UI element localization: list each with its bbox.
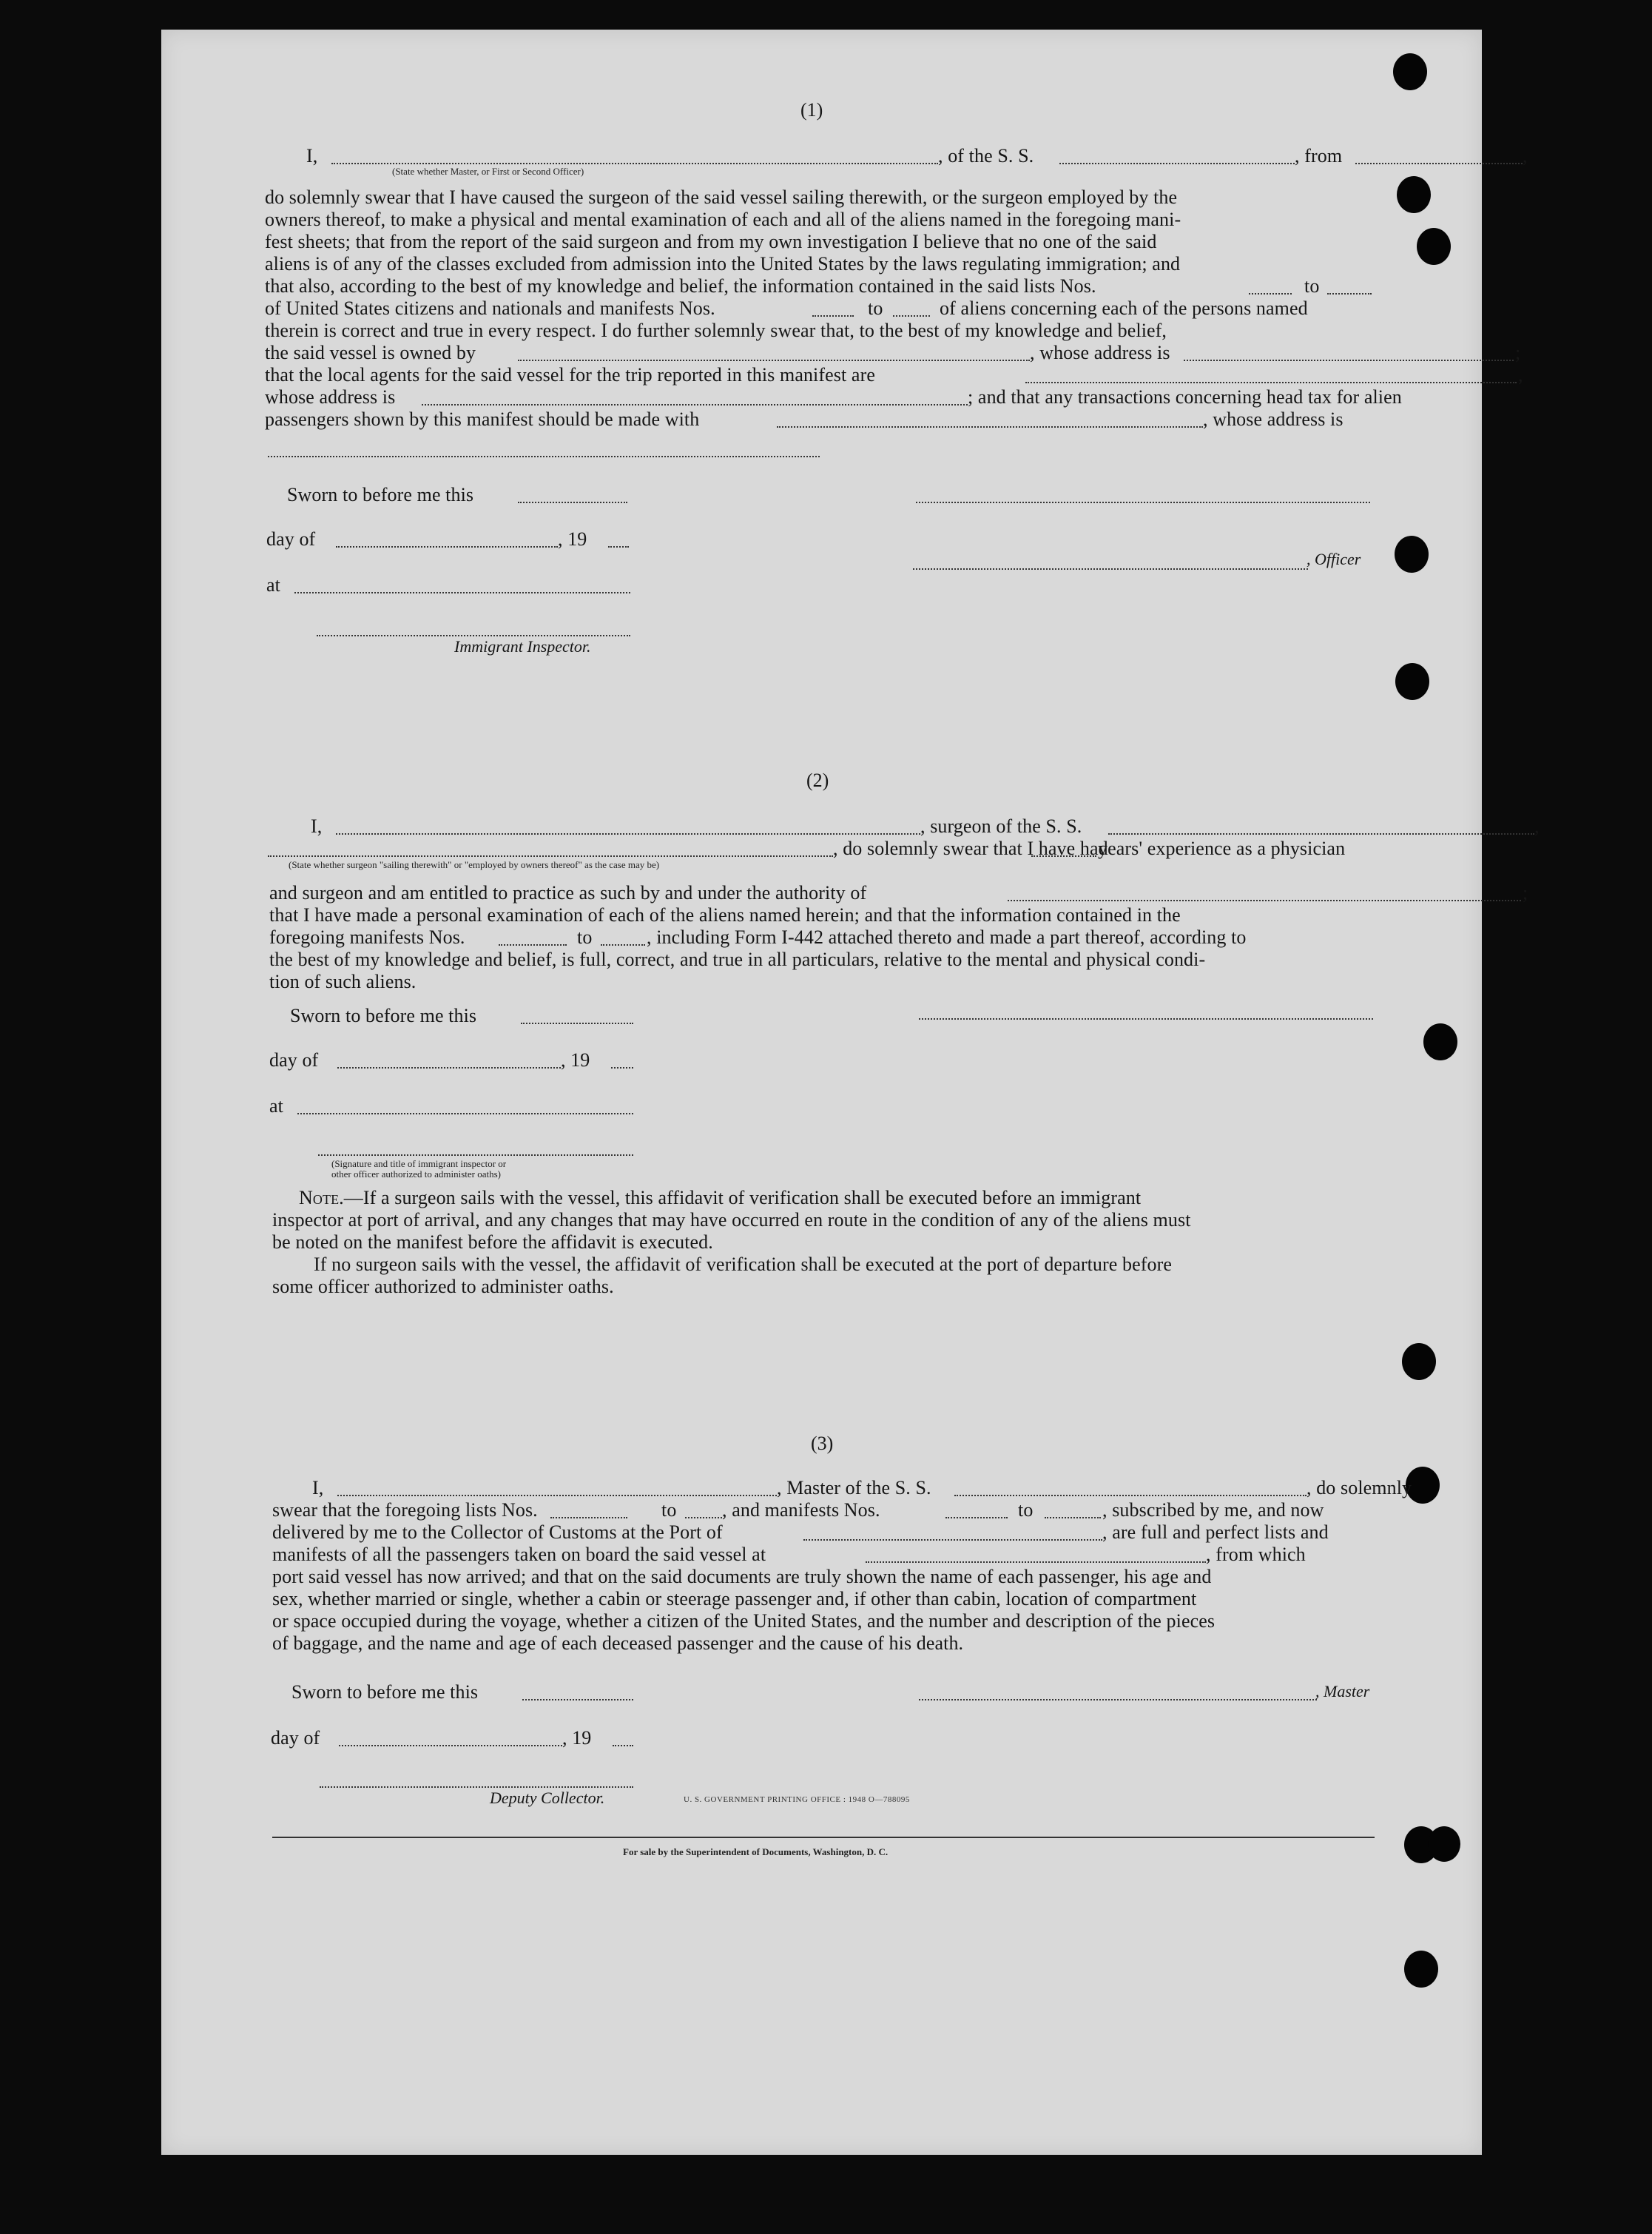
body-line: manifests of all the passengers taken on board the said vessel at [272,1544,766,1565]
at-label: at [269,1095,283,1117]
body-line: port said vessel has now arrived; and that on the said documents are truly shown the name of each passenger, his age and [272,1566,1212,1587]
list-no-field[interactable] [685,1517,722,1518]
sworn-date-field[interactable] [522,1699,633,1700]
to-label: to [1304,275,1320,297]
head-tax-party-field[interactable] [777,426,1203,428]
note-line [299,1187,1141,1209]
body-line: , whose address is [1030,342,1170,363]
year-field[interactable] [613,1745,633,1746]
body-line: , do solemnly [1307,1477,1412,1498]
body-line: fest sheets; that from the report of the said surgeon and from my own investigation I believe that no one of the said [265,231,1157,252]
section2-surgeon-of: , surgeon of the S. S. [920,815,1082,837]
embark-port-field[interactable] [866,1561,1206,1563]
signature-field[interactable] [916,502,1370,503]
day-of-field[interactable] [337,1067,561,1069]
ship-name-field[interactable] [1108,833,1534,835]
comma: , [1518,364,1523,386]
body-line: , subscribed by me, and now [1102,1499,1324,1521]
sworn-label: Sworn to before me this [291,1681,479,1703]
punch-hole [1428,1826,1460,1862]
body-line: , from which [1206,1544,1306,1565]
note-line: inspector at port of arrival, and any changes that may have occurred en route in the condition of any of the aliens must [272,1209,1191,1231]
sworn-date-field[interactable] [521,1023,633,1024]
section3-i: I, [312,1477,324,1498]
year-label: , 19 [562,1727,592,1749]
year-label: , 19 [558,528,587,550]
to-label: to [661,1499,677,1521]
sworn-date-field[interactable] [518,502,627,503]
note-line: some officer authorized to administer oaths. [272,1276,614,1297]
body-line: that also, according to the best of my knowledge and belief, the information contained in the said lists Nos. [265,275,1096,297]
master-label: , Master [1315,1682,1370,1700]
master-signature-field[interactable] [919,1699,1317,1700]
comma: , [1534,815,1540,837]
manifest-no-field[interactable] [1045,1517,1101,1518]
agents-address-field[interactable] [422,404,968,406]
owner-address-field[interactable] [1184,360,1514,361]
port-field[interactable] [803,1539,1102,1541]
from-port-field[interactable] [1355,163,1523,164]
body-line: , and manifests Nos. [722,1499,880,1521]
at-label: at [266,574,280,596]
sworn-label: Sworn to before me this [290,1005,477,1026]
manifest-no-field[interactable] [893,315,930,317]
signature-note: other officer authorized to administer oaths) [331,1168,501,1180]
surgeon-type-field[interactable] [268,855,833,857]
section2-i: I, [311,815,323,837]
ship-name-field[interactable] [1059,163,1295,164]
body-line: tion of such aliens. [269,971,417,992]
body-line: years' experience as a physician [1098,838,1346,859]
day-of-label: day of [271,1727,320,1749]
to-label: to [577,926,593,948]
body-line: foregoing manifests Nos. [269,926,465,948]
immigrant-inspector-label: Immigrant Inspector. [454,637,591,656]
note-text: —If a surgeon sails with the vessel, this affidavit of verification shall be executed before an immigrant [343,1187,1142,1208]
head-tax-address-field[interactable] [268,456,820,457]
year-field[interactable] [611,1067,633,1069]
officer-signature-field[interactable] [913,568,1308,570]
manifest-no-field[interactable] [945,1517,1008,1518]
manifest-no-field[interactable] [601,944,645,946]
body-line: , whose address is [1203,408,1343,430]
manifest-no-field[interactable] [499,944,567,946]
section1-i: I, [306,145,318,166]
surgeon-name-field[interactable] [336,833,920,835]
punch-hole [1423,1023,1457,1060]
body-line: that I have made a personal examination of each of the aliens named herein; and that the information contained in the [269,904,1181,926]
ship-name-field[interactable] [954,1495,1307,1496]
section-number: (1) [800,99,823,121]
authority-field[interactable] [1008,900,1521,901]
list-no-field[interactable] [550,1517,627,1518]
for-sale-line: For sale by the Superintendent of Documents, Washington, D. C. [623,1846,889,1857]
body-line: whose address is [265,386,396,408]
list-no-field[interactable] [1327,293,1372,295]
list-no-field[interactable] [1249,293,1292,295]
body-line: therein is correct and true in every respect. I do further solemnly swear that, to the best of my knowledge and belief, [265,320,1167,341]
section-number: (2) [806,770,829,791]
master-name-field[interactable] [337,1495,777,1496]
punch-hole [1393,53,1427,90]
note-line: If no surgeon sails with the vessel, the affidavit of verification shall be executed at the port of departure before [314,1254,1173,1275]
section-number: (3) [811,1433,834,1454]
section1-from: , from [1295,145,1343,166]
body-line: of baggage, and the name and age of each deceased passenger and the cause of his death. [272,1632,964,1654]
body-line: sex, whether married or single, whether a cabin or steerage passenger and, if other than cabin, location of compartment [272,1588,1197,1609]
body-line: passengers shown by this manifest should be made with [265,408,700,430]
inspector-signature-field[interactable] [318,1154,633,1156]
state-note: (State whether Master, or First or Second Officer) [392,166,584,177]
year-label: , 19 [561,1049,590,1071]
manifest-no-field[interactable] [812,315,854,317]
body-line: owners thereof, to make a physical and mental examination of each and all of the aliens named in the foregoing mani- [265,209,1181,230]
to-label: to [1018,1499,1034,1521]
punch-hole [1404,1951,1438,1988]
section3-master-of: , Master of the S. S. [777,1477,931,1498]
collector-signature-field[interactable] [320,1786,633,1788]
printing-office-imprint: U. S. GOVERNMENT PRINTING OFFICE : 1948 O—788095 [684,1795,910,1804]
section1-of-ss: , of the S. S. [938,145,1034,166]
punch-hole [1397,176,1431,213]
note-label: Note. [299,1187,344,1208]
body-line: the best of my knowledge and belief, is full, correct, and true in all particulars, relative to the mental and physical condi- [269,949,1206,970]
deputy-collector-label: Deputy Collector. [490,1789,605,1807]
body-line: swear that the foregoing lists Nos. [272,1499,538,1521]
inspector-signature-field[interactable] [317,635,630,636]
body-line: of aliens concerning each of the persons named [940,297,1308,319]
body-line: or space occupied during the voyage, whether a citizen of the United States, and the number and description of the pieces [272,1610,1216,1632]
body-line: the said vessel is owned by [265,342,476,363]
body-line: ; and that any transactions concerning head tax for alien [968,386,1402,408]
at-place-field[interactable] [297,1113,633,1114]
body-line: delivered by me to the Collector of Customs at the Port of [272,1521,723,1543]
body-line: do solemnly swear that I have caused the surgeon of the said vessel sailing therewith, or the surgeon employed by the [265,186,1178,208]
footer-rule [272,1837,1375,1838]
to-label: to [868,297,883,319]
sworn-label: Sworn to before me this [287,484,474,505]
day-of-field[interactable] [336,546,558,548]
body-line: , do solemnly swear that I have had [833,838,1108,859]
signature-note: (Signature and title of immigrant inspector or [331,1158,507,1169]
punch-hole [1395,536,1429,573]
comma: , [1523,145,1528,166]
owner-field[interactable] [518,360,1030,361]
semicolon: ; [1515,342,1521,363]
semicolon: ; [1523,882,1528,904]
day-of-label: day of [269,1049,319,1071]
master-name-field[interactable] [331,163,938,164]
at-place-field[interactable] [294,592,630,593]
day-of-field[interactable] [339,1745,562,1746]
punch-hole [1417,228,1451,265]
state-note: (State whether surgeon "sailing therewith" or "employed by owners thereof" as the case may be) [289,859,660,870]
body-line: , are full and perfect lists and [1102,1521,1329,1543]
body-line: and surgeon and am entitled to practice as such by and under the authority of [269,882,867,904]
body-line: of United States citizens and nationals and manifests Nos. [265,297,715,319]
years-experience-field[interactable] [1031,855,1096,857]
year-field[interactable] [608,546,629,548]
body-line: that the local agents for the said vessel for the trip reported in this manifest are [265,364,875,386]
local-agents-field[interactable] [1025,382,1517,383]
body-line: , including Form I-442 attached thereto and made a part thereof, according to [647,926,1247,948]
note-line: be noted on the manifest before the affidavit is executed. [272,1231,713,1253]
day-of-label: day of [266,528,316,550]
punch-hole [1402,1343,1436,1380]
surgeon-signature-field[interactable] [919,1018,1373,1020]
officer-label: , Officer [1307,550,1361,568]
punch-hole [1395,663,1429,700]
form-sheet [161,30,1540,2155]
body-line: aliens is of any of the classes excluded from admission into the United States by the laws regulating immigration; and [265,253,1181,275]
